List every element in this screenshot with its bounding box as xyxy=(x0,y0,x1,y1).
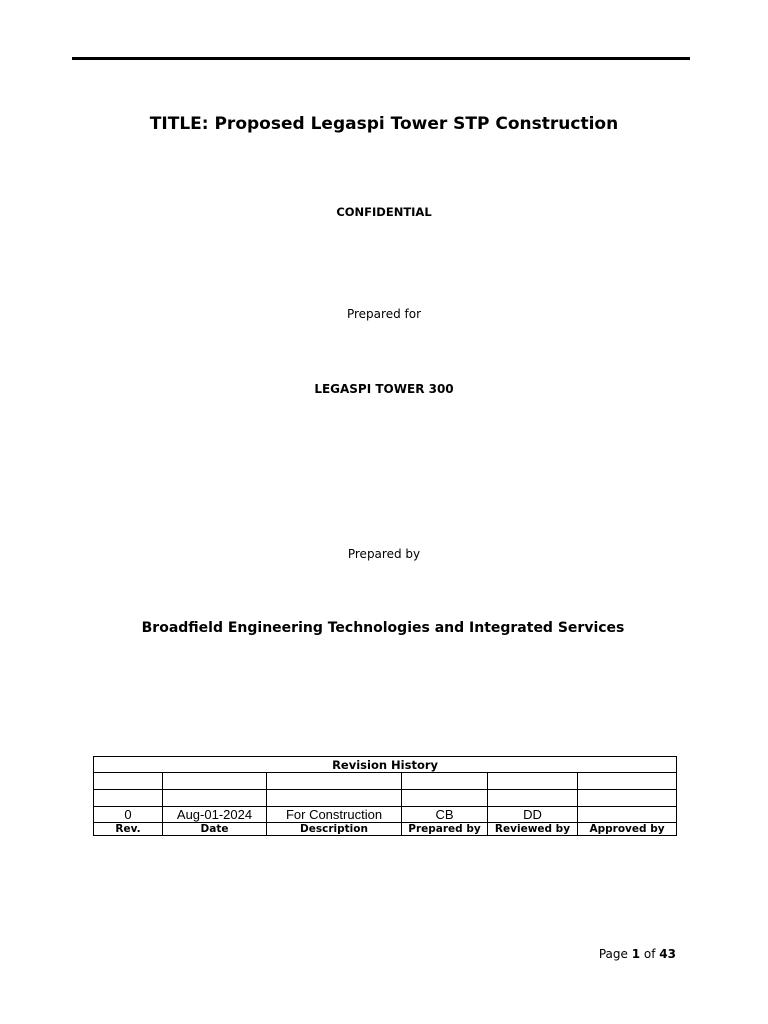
client-name: LEGASPI TOWER 300 xyxy=(314,382,454,396)
table-cell xyxy=(163,773,267,790)
date-cell: Aug-01-2024 xyxy=(163,807,267,823)
revision-history-table xyxy=(93,756,677,836)
description-cell: For Construction xyxy=(267,807,402,823)
table-row xyxy=(94,773,677,790)
document-title: TITLE: Proposed Legaspi Tower STP Construction xyxy=(149,114,619,134)
rev-number-cell: 0 xyxy=(94,807,163,823)
table-cell xyxy=(94,790,163,807)
prepared-by-cell: CB xyxy=(402,807,488,823)
prepared-for-label: Prepared for xyxy=(346,307,422,321)
table-cell xyxy=(578,773,677,790)
approved-by-cell xyxy=(578,807,677,823)
table-cell xyxy=(578,790,677,807)
table-cell xyxy=(267,773,402,790)
table-cell xyxy=(402,773,488,790)
table-header-row xyxy=(94,823,677,836)
column-header-approved-by: Approved by xyxy=(578,823,677,836)
column-header-description: Description xyxy=(267,823,402,836)
table-row xyxy=(94,807,677,823)
page-prefix: Page xyxy=(598,947,628,961)
table-cell xyxy=(488,790,578,807)
column-header-prepared-by: Prepared by xyxy=(402,823,488,836)
column-header-rev: Rev. xyxy=(94,823,163,836)
prepared-by-label: Prepared by xyxy=(347,547,421,561)
table-cell xyxy=(402,790,488,807)
table-caption-row xyxy=(94,757,677,773)
table-cell xyxy=(163,790,267,807)
table-cell xyxy=(267,790,402,807)
reviewed-by-cell: DD xyxy=(488,807,578,823)
column-header-date: Date xyxy=(163,823,267,836)
revision-history-caption: Revision History xyxy=(94,757,677,773)
page-number xyxy=(599,947,676,961)
column-header-reviewed-by: Reviewed by xyxy=(488,823,578,836)
table-cell xyxy=(94,773,163,790)
total-pages: 43 xyxy=(659,947,676,961)
confidential-label: CONFIDENTIAL xyxy=(336,205,432,219)
header-rule xyxy=(72,57,690,60)
table-cell xyxy=(488,773,578,790)
company-name: Broadfield Engineering Technologies and Integrated Services xyxy=(141,620,625,636)
current-page: 1 xyxy=(631,947,641,961)
table-row xyxy=(94,790,677,807)
page-separator: of xyxy=(643,947,656,961)
